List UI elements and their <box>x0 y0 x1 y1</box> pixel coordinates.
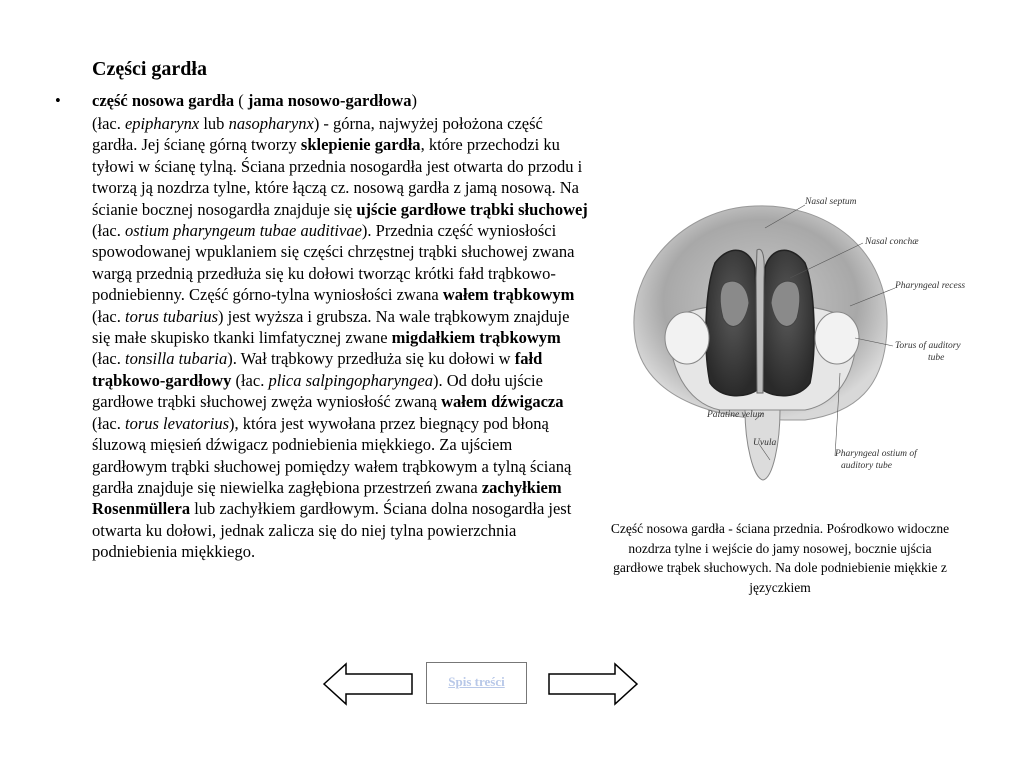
text-run: (łac. <box>92 349 125 369</box>
label-ostium-line1: Pharyngeal ostium of <box>835 449 917 459</box>
right-arrow-icon <box>549 664 637 704</box>
bullet-synonym: jama nosowo-gardłowa <box>247 91 412 110</box>
bullet-term: część nosowa gardła <box>92 91 235 110</box>
bold-term: migdałkiem trąbkowym <box>391 328 561 348</box>
bullet-heading <box>92 90 417 111</box>
figure-caption: Część nosowa gardła - ściana przednia. Pośrodkowo widoczne nozdrza tylne i wejście do jamy nosowej, bocznie ujścia gardłowe trąbek słuchowych. Na dole podniebienie miękkie z języczkiem <box>610 521 950 595</box>
label-palatine-velum: Palatine velum <box>707 410 765 420</box>
bold-term: sklepienie gardła <box>300 135 421 155</box>
text-run: ), która jest wywołana przez biegnący pod błoną śluzową mięsień dźwigacz podniebienia miękkiego. Za ujściem gardłowym trąbki słuchowej pomiędzy wałem trąbkowym a tylną ścianą gardła znajduje się niewielka zagłębiona przestrzeń zwana <box>92 413 572 497</box>
left-arrow-icon <box>324 664 412 704</box>
text-run: (łac. <box>92 413 125 433</box>
label-ostium-line2: auditory tube <box>841 461 892 471</box>
text-run: ) jest wyższa i grubsza. Na wale trąbkowym znajduje się małe skupisko tkanki limfatycznej zwane <box>92 306 570 348</box>
text-run: (łac. <box>92 221 125 241</box>
latin-term: torus levatorius <box>124 413 230 433</box>
text-run: (łac. <box>92 114 125 133</box>
text-run: lub zachyłkiem gardłowym. Ściana dolna nosogardła jest otwarta ku dołowi, jednak zalicza się do niej tylna powierzchnia podniebienia miękkiego. <box>92 499 572 562</box>
table-of-contents-link[interactable]: Spis treści <box>448 674 505 689</box>
latin-term: ostium pharyngeum tubae auditivae <box>124 221 362 241</box>
bold-term: ujście gardłowe trąbki słuchowej <box>356 199 588 219</box>
text-run: ). Przednia część wyniosłości spowodowanej wpuklaniem się części chrzęstnej trąbki słuchowej zwana wargą przednią przedłuża się ku dołowi tworząc krótki fałd trąbkowo-podniebienny. Część górno-tylna wyniosłości zwana <box>92 221 575 305</box>
bullet-paren-close: ) <box>411 91 417 110</box>
text-run: (łac. <box>92 306 125 326</box>
text-run: ). Wał trąbkowy przedłuża się ku dołowi w <box>227 349 515 369</box>
text-run: , które przechodzi ku tyłowi w ścianę tylną. Ściana przednia nosogardła jest otwarta do przodu i tworzą ją nozdrza tylne, które łączą cz. nosową gardła z jamą nosową. Na ścianie bocznej nosogardła znajduje się <box>92 135 583 219</box>
description-paragraph <box>92 113 589 563</box>
page-title: Części gardła <box>92 58 207 80</box>
bullet-symbol: • <box>55 91 61 110</box>
text-run: ). Od dołu ujście gardłowe trąbki słuchowej zwęża wyniosłość zwaną <box>92 370 543 412</box>
right-torus <box>815 312 859 364</box>
bold-term: wałem trąbkowym <box>442 285 575 305</box>
latin-term: nasopharynx <box>228 114 314 133</box>
nasal-septum-shape <box>756 249 764 393</box>
bold-term: zachyłkiem Rosenmüllera <box>92 477 562 519</box>
next-arrow-button[interactable] <box>545 662 639 706</box>
text-run: lub <box>199 114 229 133</box>
bold-term: wałem dźwigacza <box>441 392 564 412</box>
nasopharynx-illustration <box>615 188 985 488</box>
left-torus <box>665 312 709 364</box>
bold-term: fałd trąbkowo-gardłowy <box>92 349 543 390</box>
label-torus-line2: tube <box>928 353 945 363</box>
label-uvula: Uvula <box>753 438 777 448</box>
label-pharyngeal-recess: Pharyngeal recess <box>895 281 966 291</box>
latin-term: torus tubarius <box>124 306 219 326</box>
text-run: ) - górna, najwyżej położona część gardła. Jej ścianę górną tworzy <box>92 114 543 155</box>
table-of-contents-button[interactable] <box>426 662 527 704</box>
text-run: (łac. <box>231 370 269 390</box>
latin-term: epipharynx <box>124 114 200 133</box>
label-nasal-conchae: Nasal conchæ <box>865 237 919 247</box>
latin-term: tonsilla tubaria <box>124 349 228 369</box>
bullet-paren-open: ( <box>234 91 248 110</box>
label-torus-line1: Torus of auditory <box>895 341 961 351</box>
latin-term: plica salpingopharyngea <box>268 370 433 390</box>
previous-arrow-button[interactable] <box>322 662 416 706</box>
label-nasal-septum: Nasal septum <box>805 197 857 207</box>
